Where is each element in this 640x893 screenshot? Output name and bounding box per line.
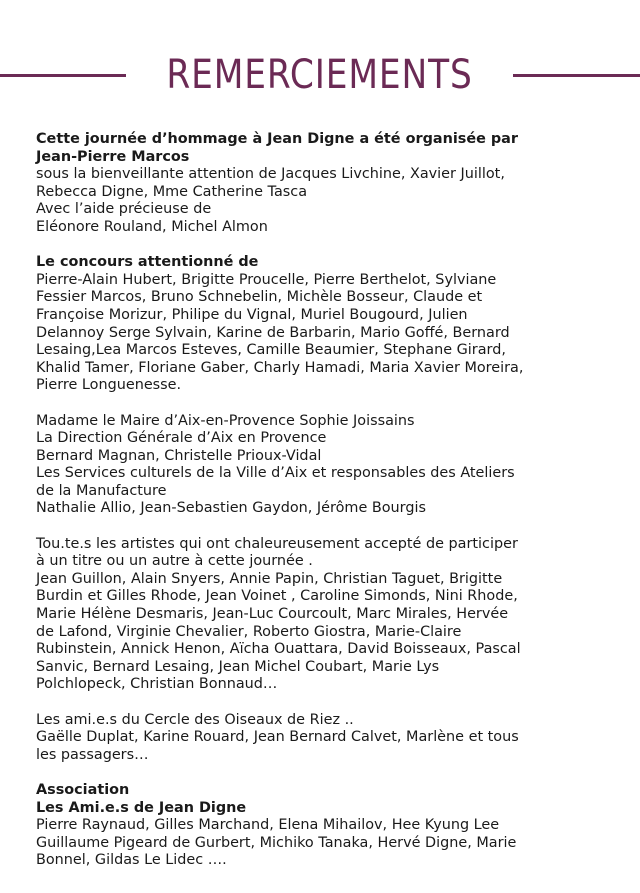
paragraph-heading-line: Jean-Pierre Marcos xyxy=(36,148,190,165)
paragraph-line: Pierre-Alain Hubert, Brigitte Proucelle, Pierre Berthelot, Sylviane xyxy=(36,271,497,288)
paragraph-line: Bernard Magnan, Christelle Prioux-Vidal xyxy=(36,447,322,464)
paragraph xyxy=(36,413,616,519)
paragraph-line: Sanvic, Bernard Lesaing, Jean Michel Coubart, Marie Lys xyxy=(36,658,440,675)
paragraph-heading-line: Les Ami.e.s de Jean Digne xyxy=(36,799,247,816)
paragraph-line: Eléonore Rouland, Michel Almon xyxy=(36,218,268,235)
paragraph-line: Nathalie Allio, Jean-Sebastien Gaydon, Jérôme Bourgis xyxy=(36,500,426,517)
paragraph-line: Bonnel, Gildas Le Lidec …. xyxy=(36,852,227,869)
paragraph-line: Rebecca Digne, Mme Catherine Tasca xyxy=(36,183,308,200)
paragraph-line: Marie Hélène Desmaris, Jean-Luc Courcoult, Marc Mirales, Hervée xyxy=(36,606,509,623)
paragraph-line: Madame le Maire d’Aix-en-Provence Sophie Joissains xyxy=(36,412,415,429)
paragraph-line: sous la bienveillante attention de Jacques Livchine, Xavier Juillot, xyxy=(36,166,505,183)
paragraph-line: Delannoy Serge Sylvain, Karine de Barbarin, Mario Goffé, Bernard xyxy=(36,324,510,341)
paragraph-line: les passagers… xyxy=(36,746,149,763)
paragraph xyxy=(36,131,616,237)
paragraph-line: Fessier Marcos, Bruno Schnebelin, Michèle Bosseur, Claude et xyxy=(36,289,483,306)
paragraph-line: Guillaume Pigeard de Gurbert, Michiko Tanaka, Hervé Digne, Marie xyxy=(36,834,517,851)
paragraph-heading-line: Cette journée d’hommage à Jean Digne a été organisée par xyxy=(36,131,518,147)
paragraph-line: Gaëlle Duplat, Karine Rouard, Jean Bernard Calvet, Marlène et tous xyxy=(36,729,519,746)
paragraph-line: Les Services culturels de la Ville d’Aix et responsables des Ateliers xyxy=(36,465,515,482)
paragraph xyxy=(36,536,616,694)
paragraph-line: Tou.te.s les artistes qui ont chaleureusement accepté de participer xyxy=(36,535,518,552)
paragraph-gap xyxy=(36,518,616,536)
acknowledgements-body xyxy=(36,131,616,870)
paragraph-gap xyxy=(36,764,616,782)
paragraph-line: de Lafond, Virginie Chevalier, Roberto Giostra, Marie-Claire xyxy=(36,623,462,640)
paragraph xyxy=(36,254,616,395)
page-title: REMERCIEMENTS xyxy=(166,52,473,98)
paragraph-line: Khalid Tamer, Floriane Gaber, Charly Hamadi, Maria Xavier Moreira, xyxy=(36,359,524,376)
paragraph-gap xyxy=(36,395,616,413)
paragraph-line: Burdin et Gilles Rhode, Jean Voinet , Caroline Simonds, Nini Rhode, xyxy=(36,588,518,605)
title-rule-left xyxy=(0,74,126,77)
paragraph-gap xyxy=(36,237,616,255)
paragraph-line: Rubinstein, Annick Henon, Aïcha Ouattara, David Boisseaux, Pascal xyxy=(36,641,521,658)
paragraph-line: à un titre ou un autre à cette journée . xyxy=(36,553,313,570)
paragraph xyxy=(36,782,616,870)
paragraph xyxy=(36,712,616,765)
paragraph-line: Pierre Raynaud, Gilles Marchand, Elena Mihailov, Hee Kyung Lee xyxy=(36,817,500,834)
paragraph-line: Jean Guillon, Alain Snyers, Annie Papin, Christian Taguet, Brigitte xyxy=(36,570,503,587)
paragraph-gap xyxy=(36,694,616,712)
header xyxy=(0,46,640,106)
paragraph-line: Polchlopeck, Christian Bonnaud… xyxy=(36,676,278,693)
paragraph-heading-line: Association xyxy=(36,781,130,798)
paragraph-heading-line: Le concours attentionné de xyxy=(36,254,259,271)
paragraph-line: Françoise Morizur, Philipe du Vignal, Muriel Bougourd, Julien xyxy=(36,306,468,323)
paragraph-line: Pierre Longuenesse. xyxy=(36,377,182,394)
paragraph-line: Lesaing,Lea Marcos Esteves, Camille Beaumier, Stephane Girard, xyxy=(36,342,506,359)
paragraph-line: Les ami.e.s du Cercle des Oiseaux de Riez .. xyxy=(36,711,354,728)
paragraph-line: Avec l’aide précieuse de xyxy=(36,201,212,218)
paragraph-line: de la Manufacture xyxy=(36,482,167,499)
paragraph-line: La Direction Générale d’Aix en Provence xyxy=(36,430,327,447)
title-rule-right xyxy=(513,74,640,77)
